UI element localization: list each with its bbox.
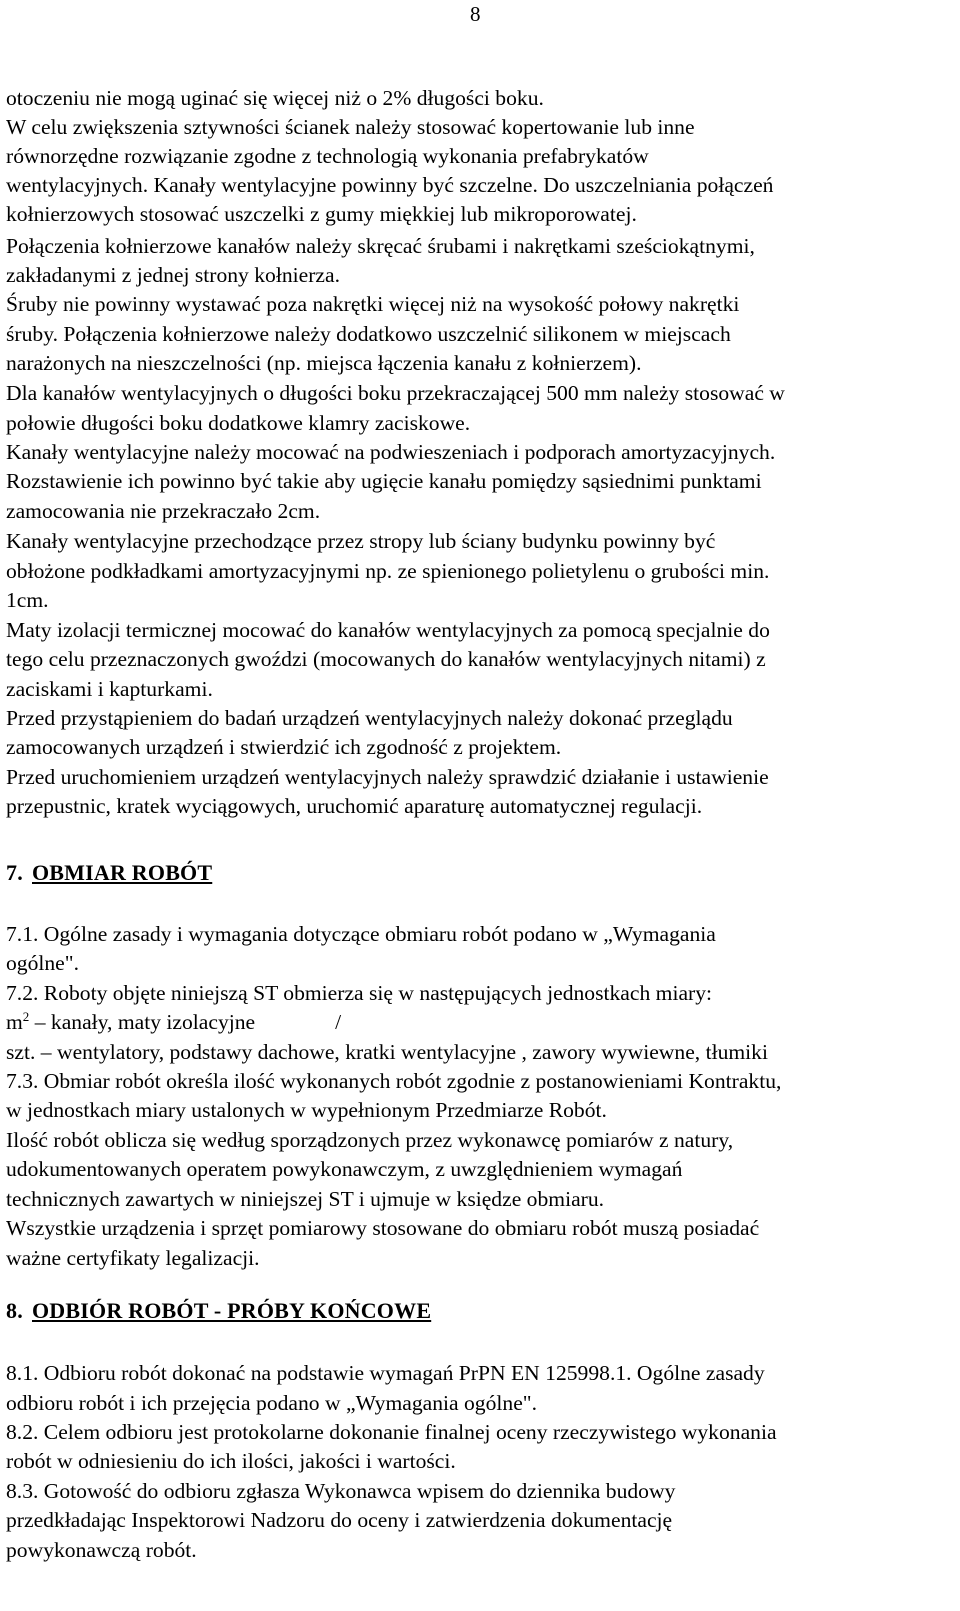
page-number: 8 <box>470 2 481 26</box>
text-line: ogólne". <box>6 951 79 975</box>
text-line: robót w odniesieniu do ich ilości, jakości i wartości. <box>6 1449 456 1473</box>
text-line: Kanały wentylacyjne należy mocować na podwieszeniach i podporach amortyzacyjnych. <box>6 440 776 464</box>
text-line: kołnierzowych stosować uszczelki z gumy miękkiej lub mikroporowatej. <box>6 202 637 226</box>
text-line: Przed przystąpieniem do badań urządzeń wentylacyjnych należy dokonać przeglądu <box>6 706 733 730</box>
text-line: Maty izolacji termicznej mocować do kanałów wentylacyjnych za pomocą specjalnie do <box>6 618 770 642</box>
text-line: zakładanymi z jednej strony kołnierza. <box>6 263 340 287</box>
text-line: zamocowania nie przekraczało 2cm. <box>6 499 321 523</box>
text-line: Dla kanałów wentylacyjnych o długości boku przekraczającej 500 mm należy stosować w <box>6 381 785 405</box>
text-line: w jednostkach miary ustalonych w wypełnionym Przedmiarze Robót. <box>6 1098 607 1122</box>
text-line: odbioru robót i ich przejęcia podano w „Wymagania ogólne". <box>6 1391 537 1415</box>
text-line: ważne certyfikaty legalizacji. <box>6 1246 260 1270</box>
text-line: zamocowanych urządzeń i stwierdzić ich zgodność z projektem. <box>6 735 562 759</box>
text-line: wentylacyjnych. Kanały wentylacyjne powinny być szczelne. Do uszczelniania połączeń <box>6 173 774 197</box>
text-line: 1cm. <box>6 588 49 612</box>
section-heading-7 <box>6 860 212 886</box>
text-line: 7.2. Roboty objęte niniejszą ST obmierza się w następujących jednostkach miary: <box>6 981 713 1005</box>
text-line: 8.3. Gotowość do odbioru zgłasza Wykonawca wpisem do dziennika budowy <box>6 1479 676 1503</box>
text-line: tego celu przeznaczonych gwoździ (mocowanych do kanałów wentylacyjnych nitami) z <box>6 647 766 671</box>
text-line: obłożone podkładkami amortyzacyjnymi np. ze spienionego polietylenu o grubości min. <box>6 559 770 583</box>
text-line: Ilość robót oblicza się według sporządzonych przez wykonawcę pomiarów z natury, <box>6 1128 734 1152</box>
text-line: narażonych na nieszczelności (np. miejsca łączenia kanału z kołnierzem). <box>6 351 642 375</box>
section-number: 8. <box>6 1298 23 1323</box>
unit-line <box>6 1008 341 1037</box>
text-line: Wszystkie urządzenia i sprzęt pomiarowy stosowane do obmiaru robót muszą posiadać <box>6 1216 760 1240</box>
text-line: W celu zwiększenia sztywności ścianek należy stosować kopertowanie lub inne <box>6 115 695 139</box>
text-line: śruby. Połączenia kołnierzowe należy dodatkowo uszczelnić silikonem w miejscach <box>6 322 731 346</box>
section-number: 7. <box>6 860 23 885</box>
text-line: 8.1. Odbioru robót dokonać na podstawie wymagań PrPN EN 125998.1. Ogólne zasady <box>6 1361 765 1385</box>
text-line: powykonawczą robót. <box>6 1538 197 1562</box>
text-line: Kanały wentylacyjne przechodzące przez stropy lub ściany budynku powinny być <box>6 529 716 553</box>
unit-symbol: m <box>6 1010 23 1034</box>
text-line: szt. – wentylatory, podstawy dachowe, kratki wentylacyjne , zawory wywiewne, tłumiki <box>6 1040 768 1064</box>
text-line: połowie długości boku dodatkowe klamry zaciskowe. <box>6 411 471 435</box>
text-line: Rozstawienie ich powinno być takie aby ugięcie kanału pomiędzy sąsiednimi punktami <box>6 469 762 493</box>
text-line: 7.1. Ogólne zasady i wymagania dotyczące obmiaru robót podano w „Wymagania <box>6 922 716 946</box>
section-heading-8 <box>6 1298 431 1324</box>
text-line: przedkładając Inspektorowi Nadzoru do oceny i zatwierdzenia dokumentację <box>6 1508 673 1532</box>
unit-exponent: 2 <box>22 1008 30 1024</box>
text-line: 8.2. Celem odbioru jest protokolarne dokonanie finalnej oceny rzeczywistego wykonania <box>6 1420 777 1444</box>
text-line: Przed uruchomieniem urządzeń wentylacyjnych należy sprawdzić działanie i ustawienie <box>6 765 769 789</box>
unit-separator: / <box>335 1010 342 1034</box>
unit-description: – kanały, maty izolacyjne <box>29 1010 256 1034</box>
section-title: ODBIÓR ROBÓT - PRÓBY KOŃCOWE <box>32 1298 432 1323</box>
text-line: 7.3. Obmiar robót określa ilość wykonanych robót zgodnie z postanowieniami Kontraktu, <box>6 1069 782 1093</box>
text-line: zaciskami i kapturkami. <box>6 677 213 701</box>
text-line: technicznych zawartych w niniejszej ST i ujmuje w księdze obmiaru. <box>6 1187 605 1211</box>
section-title: OBMIAR ROBÓT <box>32 860 213 885</box>
text-line: udokumentowanych operatem powykonawczym, z uwzględnieniem wymagań <box>6 1157 683 1181</box>
text-line: otoczeniu nie mogą uginać się więcej niż o 2% długości boku. <box>6 86 544 110</box>
text-line: Śruby nie powinny wystawać poza nakrętki więcej niż na wysokość połowy nakrętki <box>6 292 740 316</box>
text-line: przepustnic, kratek wyciągowych, uruchomić aparaturę automatycznej regulacji. <box>6 794 703 818</box>
text-line: Połączenia kołnierzowe kanałów należy skręcać śrubami i nakrętkami sześciokątnymi, <box>6 234 755 258</box>
text-line: równorzędne rozwiązanie zgodne z technologią wykonania prefabrykatów <box>6 144 649 168</box>
